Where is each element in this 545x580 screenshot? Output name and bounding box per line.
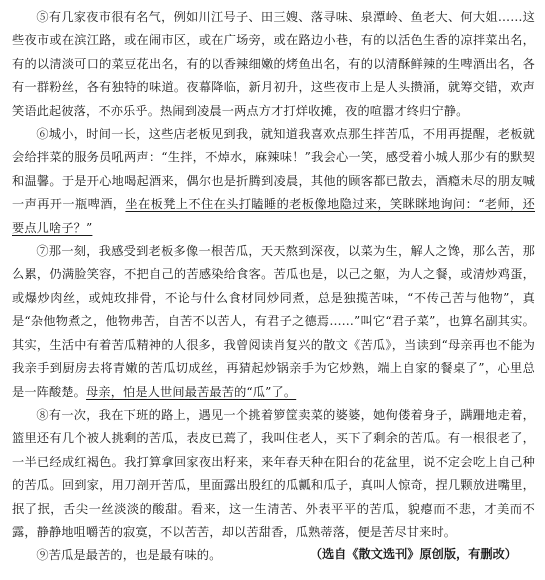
paragraph-text: ⑥城小，时间一长，这些店老板见到我，就知道我喜欢点那生拌苦瓜，不用再提醒，老板就会给拌菜的服务员吼两声：“生拌，不焯水，麻辣味！”我会心一笑，感受着小城人那少有的默契和温馨。于是开心地喝起酒来，偶尔也是折腾到凌晨，其他的顾客都已散去，酒瘾未尽的朋友喊一声再开一瓶啤酒， xyxy=(12,127,535,212)
paragraph-5 xyxy=(12,6,535,123)
article-body xyxy=(12,6,535,568)
paragraph-8 xyxy=(12,404,535,544)
underlined-sentence: 坐在板凳上不住在头打瞌睡的老板像地隐过来，笑眯眯地询问：“老师，还要点儿啥子？” xyxy=(12,197,535,235)
paragraph-text: ⑨苦瓜是最苦的，也是最有味的。 xyxy=(36,548,222,563)
underlined-sentence: 母亲，怕是人世间最苦最苦的“瓜”了。 xyxy=(86,384,297,399)
paragraph-text: ⑧有一次，我在下班的路上，遇见一个挑着箩筐卖菜的婆婆，她佝偻着身子，蹒跚地走着，篮里还有几个被人挑剩的苦瓜，表皮已蔫了，我叫住老人，买下了剩余的苦瓜。有一根很老了，一半已经成红褐色。我打算拿回家夜出籽来，来年春天种在阳台的花盆里，说不定会吃上自己种的苦瓜。回到家，用刀剖开苦瓜，里面露出殷红的瓜瓤和瓜子，真叫人惊奇，捏几颗放进嘴里，抿了抿，舌尖一丝淡淡的酸甜。看来，这一生清苦、外表平平的苦瓜，貌瘪而不悲，才美而不露，静静地咀嚼苦的寂寞，不以苦苦，却以苦甜香，瓜熟蒂落，便是苦尽甘来时。 xyxy=(12,407,535,539)
paragraph-7 xyxy=(12,240,535,404)
paragraph-6 xyxy=(12,123,535,240)
paragraph-text: ⑤有几家夜市很有名气，例如川江号子、田三嫂、落寻味、泉潭岭、鱼老大、何大姐……这些夜市或在滨江路，或在闹市区，或在广场旁，或在路边小巷，有的以活色生香的凉拌菜出名，有的以清淡可口的菜豆花出名，有的以香辣细嫩的烤鱼出名，有的以清酥鲜辣的生啤酒出名，各有一群粉丝，各有独特的味道。夜幕降临，新月初升，这些夜市上是人头攒涌，就筹交错，欢声笑语此起彼落，不亦乐乎。热闹到凌晨一两点方才打烊收摊，夜的喧嚣才终归宁静。 xyxy=(12,10,535,118)
source-citation: （选自《散文选刊》原创版，有删改） xyxy=(309,547,517,561)
paragraph-text: ⑦那一刻，我感受到老板多像一根苦瓜，天天熬到深夜，以菜为生，解人之馋，那么苦，那么累，仍满脸笑容，不把自己的苦感染给食客。苦瓜也是，以己之躯，为人之餐，或清炒鸡蛋，或爆炒肉丝，或炖玫排骨，不论与什么食材同炒同煮，总是独揽苦味，“不传己苦与他物”，真是“杂他物煮之，他物弗苦，自苦不以苦人，有君子之德焉……”叫它“君子菜”，也算名副其实。其实，生活中有着苦瓜精神的人很多，我曾阅读肖复兴的散文《苦瓜》，当读到“母亲再也不能为我亲手到厨房去将青嫩的苦瓜切成丝，再猜起炒锅亲手为它炒熟，端上自家的餐桌了”，心里总是一阵酸楚。 xyxy=(12,244,535,399)
